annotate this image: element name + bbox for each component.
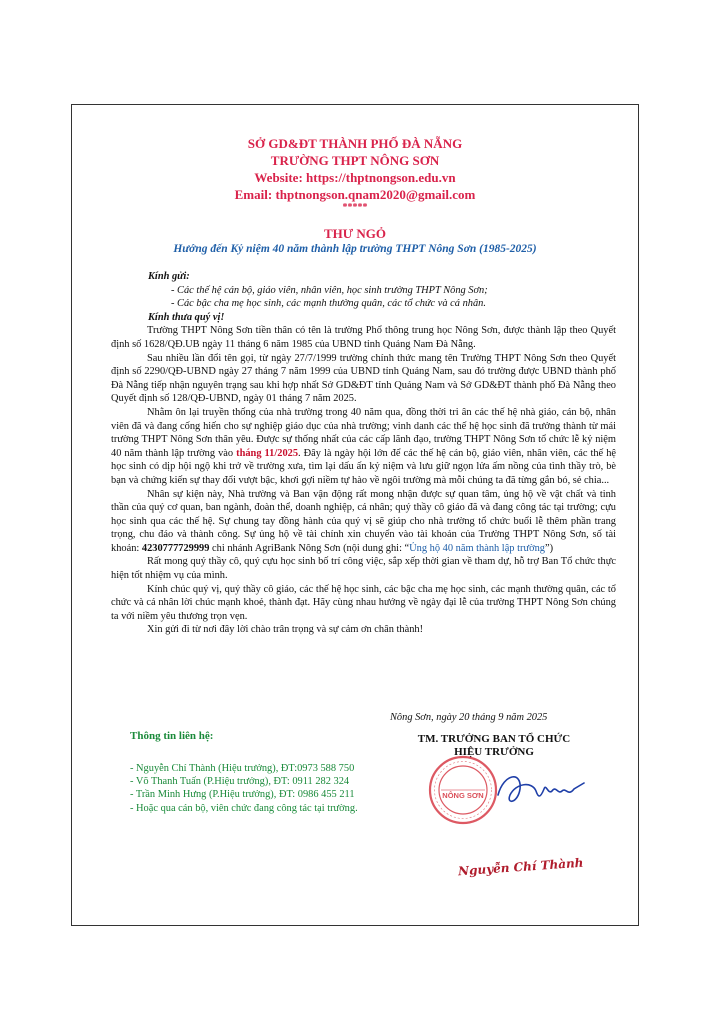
department-name: SỞ GD&ĐT THÀNH PHỐ ĐÀ NẴNG — [247, 136, 463, 151]
paragraph-thanks: Xin gửi đi từ nơi đây lời chào trân trọng và sự cảm ơn chân thành! — [147, 624, 424, 636]
paragraph-history: Trường THPT Nông Sơn tiền thân có tên là trường Phổ thông trung học Nông Sơn, được thành lập theo Quyết định số 1628/QĐ.UB ngày 11 tháng 6 năm 1985 của UBND tỉnh Quảng Nam Đà Nẵng. — [111, 325, 616, 350]
contact-item: - Nguyễn Chí Thành (Hiệu trưởng), ĐT:0973 588 750 — [130, 763, 355, 774]
bank-account-number: 4230777729999 — [141, 542, 210, 554]
letter-title: THƯ NGỎ — [324, 226, 386, 241]
event-date-highlight: tháng 11/2025 — [236, 447, 299, 459]
header-stars: ***** — [342, 202, 368, 213]
signer-name: Nguyễn Chí Thành — [457, 855, 584, 879]
paragraph-invitation: Rất mong quý thầy cô, quý cựu học sinh bố trí công việc, sắp xếp thời gian về tham dự, hỗ trợ Ban Tổ chức thực hiện tốt nhiệm vụ của mình. — [111, 556, 616, 582]
signature-title: HIỆU TRƯỞNG — [454, 746, 534, 758]
school-seal-icon — [428, 755, 498, 825]
recipient-line: - Các thế hệ cán bộ, giáo viên, nhân viên, học sinh trường THPT Nông Sơn; — [171, 284, 488, 296]
paragraph-renaming: Sau nhiều lần đổi tên gọi, từ ngày 27/7/1999 trường chính thức mang tên Trường THPT Nông Sơn theo Quyết định số 2290/QĐ-UBND ngày 27 tháng 7 năm 1999 của UBND tỉnh Quảng Nam, sau đó trường được UBND thành phố Đà Nẵng tiếp nhận nguyên trạng sau khi hợp nhất Sở GD&ĐT tỉnh Quảng Nam và Sở GD&ĐT thành phố Đà Nẵng theo Quyết định số 128/QĐ-UBND, ngày 01 tháng 7 năm 2025. — [111, 352, 616, 405]
school-website: Website: https://thptnongson.edu.vn — [254, 170, 456, 185]
paragraph-text: Nhân sự kiện này, Nhà trường và Ban vận động rất mong nhận được sự quan tâm, ủng hộ về vật chất và tinh thần của quý cơ quan, ban ngành, đoàn thể, doanh nghiệp, cá nhân; quý thầy cô giáo đã và đang công tác tại trường; cựu học sinh qua các thế hệ. Sự chung tay đồng hành của quý vị sẽ giúp cho nhà trường tổ chức buổi lễ thêm phần trang trọng, chu đáo và thành công. Sự ủng hộ về tài chính xin chuyển vào tài khoản của Trường THPT Nông Sơn, số tài khoản: — [111, 488, 616, 554]
contact-item: - Võ Thanh Tuấn (P.Hiệu trưởng), ĐT: 0911 282 324 — [130, 776, 350, 788]
contact-item: - Hoặc qua cán bộ, viên chức đang công tác tại trường. — [130, 802, 358, 814]
school-name: TRƯỜNG THPT NÔNG SƠN — [270, 153, 440, 168]
signature-role-line: TM. TRƯỞNG BAN TỔ CHỨC — [417, 733, 571, 745]
paragraph-anniversary — [111, 406, 616, 488]
letter-page — [71, 104, 639, 926]
contact-list — [130, 762, 358, 815]
greeting-line: Kính thưa quý vị! — [148, 311, 225, 323]
date-line: Nông Sơn, ngày 20 tháng 9 năm 2025 — [390, 712, 548, 723]
contact-item: - Trần Minh Hưng (P.Hiệu trưởng), ĐT: 0986 455 211 — [130, 789, 355, 801]
paragraph-wishes: Kính chúc quý vị, quý thầy cô giáo, các thế hệ học sinh, các bậc cha mẹ học sinh, các mạnh thường quân, các tổ chức và cá nhân lời chúc mạnh khoẻ, thành đạt. Hãy cùng nhau hướng về ngày đại lễ của trường THPT Nông Sơn chúng ta với niềm yêu thương trọn vẹn. — [111, 583, 616, 622]
paragraph-text: . Đây là ngày hội lớn để các thế hệ cán bộ, giáo viên, nhân viên, các thế hệ học sinh có dịp hội ngộ khi trở về trường xưa, tìm lại dấu ấn kỷ niệm và lưu giữ ngọn lửa ấm nồng của tình thầy trò, bè bạn và chứng kiến sự thay đổi vượt bậc, khơi gợi niềm tự hào về ngôi trường mà mỗi chúng ta đã từng gắn bó, sẻ chia... — [111, 447, 616, 486]
paragraph-text: Nhằm ôn lại truyền thống của nhà trường trong 40 năm qua, đồng thời tri ân các thế hệ nhà giáo, cán bộ, nhân viên đã và đang cống hiến cho sự nghiệp giáo dục của nhà trường; vinh danh các thế hệ học sinh đã trưởng thành từ mái trường THPT Nông Sơn thân yêu. Được sự thống nhất của các cấp lãnh đạo, trường THPT Nông Sơn tổ chức lễ kỷ niệm 40 năm thành lập trường vào — [111, 406, 616, 459]
salutation-label: Kính gửi: — [148, 271, 190, 282]
contact-heading: Thông tin liên hệ: — [130, 730, 214, 742]
letter-subtitle: Hướng đến Kỷ niệm 40 năm thành lập trường THPT Nông Sơn (1985-2025) — [173, 243, 537, 255]
paragraph-text: ”) — [544, 542, 554, 554]
transfer-content: Ủng hộ 40 năm thành lập trường — [409, 542, 545, 554]
paragraph-donation — [111, 488, 616, 556]
handwritten-signature-icon — [492, 765, 592, 815]
letter-body — [111, 270, 616, 637]
recipient-line: - Các bậc cha mẹ học sinh, các mạnh thường quân, các tổ chức và cá nhân. — [171, 298, 486, 310]
seal-text: NÔNG SƠN — [442, 791, 484, 800]
school-email: Email: thptnongson.qnam2020@gmail.com — [234, 187, 476, 202]
paragraph-text: chi nhánh AgriBank Nông Sơn (nội dung ghi: “ — [209, 542, 410, 554]
letter-header — [72, 135, 638, 213]
